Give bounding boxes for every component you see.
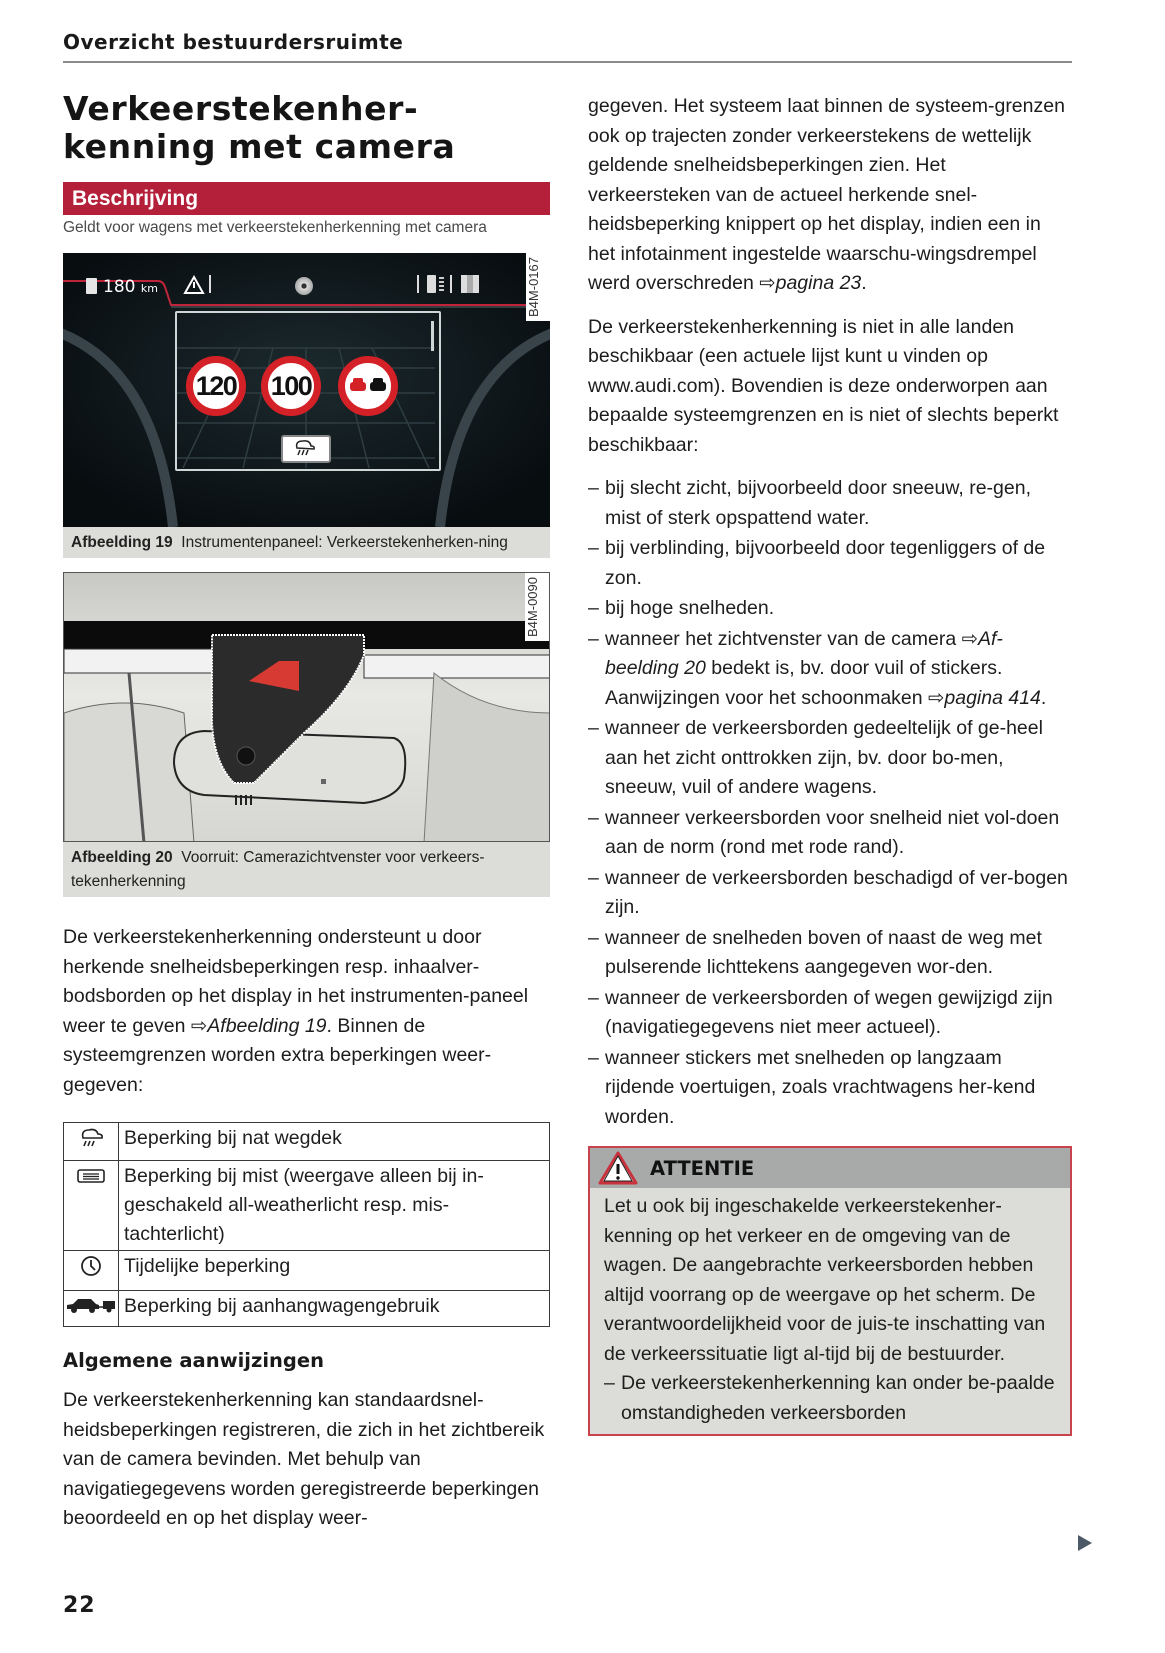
running-head: Overzicht bestuurdersruimte bbox=[63, 30, 1072, 63]
table-row bbox=[64, 1251, 550, 1291]
media-disc-icon bbox=[295, 277, 313, 295]
page-414-link[interactable]: pagina 414 bbox=[944, 686, 1041, 709]
rain-cloud-icon bbox=[78, 1126, 104, 1148]
list-item-text: wanneer de snelheden boven of naast de weg met pulserende lichttekens aangegeven wor-den. bbox=[605, 926, 1042, 978]
symbol-description: Beperking bij mist (weergave alleen bij in-geschakeld all-weatherlicht resp. mis-tachterlicht) bbox=[119, 1161, 550, 1251]
list-item bbox=[588, 984, 1072, 1043]
car-trailer-icon bbox=[65, 1296, 117, 1314]
range-readout bbox=[103, 277, 158, 297]
restriction-symbols-table bbox=[63, 1122, 550, 1327]
list-item bbox=[588, 804, 1072, 863]
title-line-1: Verkeerstekenher- bbox=[63, 89, 419, 128]
figure-id-label: B4M-0090 bbox=[525, 573, 549, 641]
figure-20 bbox=[63, 572, 550, 897]
left-column bbox=[63, 90, 550, 1534]
right-column bbox=[588, 92, 1072, 1436]
warning-triangle-icon bbox=[598, 1151, 638, 1185]
reference-arrow-icon: ⇨ bbox=[928, 686, 945, 709]
bullet-dash: – bbox=[588, 597, 599, 619]
bullet-dash: – bbox=[588, 477, 599, 499]
separator bbox=[209, 275, 211, 293]
list-item-text: bij hoge snelheden. bbox=[605, 597, 775, 619]
list-item-text: . bbox=[1040, 686, 1047, 709]
windshield-illustration bbox=[64, 573, 550, 842]
figure-20-caption bbox=[63, 842, 550, 897]
availability-paragraph: De verkeerstekenherkenning is niet in alle landen beschikbaar (een actuele lijst kunt u vinden op www.audi.com). Bovendien is deze onderworpen aan bepaalde systeemgrenzen en is niet of slechts beperkt beschikbaar: bbox=[588, 315, 1059, 456]
windshield-camera-image bbox=[63, 572, 550, 842]
bullet-dash: – bbox=[604, 1372, 615, 1394]
bullet-dash: – bbox=[588, 986, 599, 1009]
list-item-text: bij verblinding, bijvoorbeeld door tegenliggers of de zon. bbox=[605, 537, 1046, 589]
wet-road-badge bbox=[281, 435, 331, 463]
paragraph-text-end: . bbox=[861, 272, 867, 294]
figure-label: Afbeelding 20 bbox=[71, 849, 173, 866]
table-row bbox=[64, 1161, 550, 1251]
list-item-text: wanneer de verkeersborden gedeeltelijk of ge-heel aan het zicht onttrokken zijn, bv. door bo-men, sneeuw, vuil of andere wagens. bbox=[605, 717, 1043, 798]
warning-body bbox=[590, 1188, 1070, 1434]
warning-bullet bbox=[604, 1369, 1060, 1428]
warning-text: Let u ook bij ingeschakelde verkeerstekenher-kenning op het verkeer en de omgeving van de wagen. De aangebrachte verkeersborden hebben altijd voorrang op de weergave op het scherm. De verantwoordelijkheid voor de juis-te inschatting van de verkeerssituatie ligt al-tijd bij de bestuurder. bbox=[604, 1195, 1046, 1365]
fog-icon bbox=[77, 1168, 105, 1184]
figure-caption-text: Voorruit: Camerazichtvenster voor verkeers-tekenherkenning bbox=[71, 849, 485, 890]
intro-text: De verkeerstekenherkenning ondersteunt u door herkende snelheidsbeperkingen resp. inhaalver-bodsborden op het display in het instrumenten-paneel weer te geven bbox=[63, 926, 529, 1037]
list-item bbox=[588, 594, 1072, 624]
table-row bbox=[64, 1291, 550, 1327]
reference-arrow-icon: ⇨ bbox=[190, 1014, 208, 1037]
symbol-cell bbox=[64, 1161, 119, 1251]
symbol-cell bbox=[64, 1123, 119, 1161]
table-row bbox=[64, 1123, 550, 1161]
phone-signal-icon bbox=[427, 275, 436, 293]
list-item bbox=[588, 625, 1072, 714]
general-notes-heading: Algemene aanwijzingen bbox=[63, 1349, 324, 1372]
fuel-pump-icon bbox=[86, 278, 97, 294]
symbol-description: Tijdelijke beperking bbox=[119, 1251, 550, 1291]
bullet-dash: – bbox=[588, 866, 599, 889]
figure-20-link[interactable]: Af-beelding 20 bbox=[605, 627, 1003, 679]
symbol-description: Beperking bij aanhangwagengebruik bbox=[119, 1291, 550, 1327]
warning-triangle-icon bbox=[183, 275, 205, 295]
separator bbox=[417, 275, 419, 293]
list-item bbox=[588, 864, 1072, 923]
figure-19-link[interactable]: Afbeelding 19 bbox=[207, 1014, 327, 1037]
warning-title: ATTENTIE bbox=[650, 1156, 755, 1180]
rain-cloud-icon bbox=[283, 437, 325, 457]
page-title bbox=[63, 90, 550, 166]
intro-text-end: . Binnen de systeemgrenzen worden extra beperkingen weer-gegeven: bbox=[63, 1014, 492, 1096]
separator bbox=[450, 275, 452, 293]
bullet-dash: – bbox=[588, 537, 599, 559]
list-item-text: bij slecht zicht, bijvoorbeeld door sneeuw, re-gen, mist of sterk opspattend water. bbox=[605, 477, 1031, 529]
reference-arrow-icon: ⇨ bbox=[961, 627, 978, 650]
system-limits-list bbox=[588, 474, 1072, 1132]
figure-id-label: B4M-0167 bbox=[526, 253, 550, 321]
bullet-dash: – bbox=[588, 926, 599, 949]
warning-bullet-text: De verkeerstekenherkenning kan onder be-paalde omstandigheden verkeersborden bbox=[621, 1372, 1055, 1424]
bullet-dash: – bbox=[588, 717, 599, 739]
overtaking-cars-icon bbox=[348, 376, 388, 396]
speed-limit-sign-120: 120 bbox=[186, 356, 246, 416]
bullet-dash: – bbox=[588, 1046, 599, 1069]
figure-caption-text: Instrumentenpaneel: Verkeerstekenherken-ning bbox=[181, 534, 508, 551]
list-item bbox=[588, 474, 1072, 533]
list-item bbox=[588, 534, 1072, 593]
list-item-text: wanneer stickers met snelheden op langzaam rijdende voertuigen, zoals vrachtwagens her-kend worden. bbox=[605, 1046, 1036, 1128]
symbol-cell bbox=[64, 1251, 119, 1291]
general-notes-paragraph: De verkeerstekenherkenning kan standaardsnel-heidsbeperkingen registreren, die zich in het zichtbereik van de camera bevinden. Met behulp van navigatiegegevens worden geregistreerde beperkingen beoordeeld en op het display weer- bbox=[63, 1389, 545, 1529]
bullet-dash: – bbox=[588, 806, 599, 829]
list-item-text: wanneer het zichtvenster van de camera bbox=[605, 627, 962, 650]
warning-box bbox=[588, 1146, 1072, 1436]
map-icon bbox=[461, 275, 479, 293]
page-number: 22 bbox=[63, 1593, 96, 1618]
symbol-cell bbox=[64, 1291, 119, 1327]
speed-limit-sign-100: 100 bbox=[261, 356, 321, 416]
instrument-panel-image bbox=[63, 253, 550, 527]
intro-paragraph bbox=[63, 923, 550, 1100]
figure-19 bbox=[63, 253, 550, 558]
warning-header bbox=[590, 1148, 1070, 1188]
continued-arrow-icon bbox=[1078, 1535, 1092, 1551]
section-heading: Beschrijving bbox=[63, 182, 550, 215]
range-value: 180 bbox=[103, 277, 136, 297]
figure-19-caption bbox=[63, 527, 550, 558]
no-overtaking-sign bbox=[338, 356, 398, 416]
clock-icon bbox=[79, 1254, 103, 1278]
list-item bbox=[588, 714, 1072, 803]
continued-paragraph bbox=[588, 92, 1072, 299]
page-23-link[interactable]: pagina 23 bbox=[775, 272, 862, 294]
reference-arrow-icon: ⇨ bbox=[759, 272, 776, 294]
list-item-text: wanneer verkeersborden voor snelheid niet vol-doen aan de norm (rond met rode rand). bbox=[605, 806, 1060, 858]
figure-label: Afbeelding 19 bbox=[71, 534, 173, 551]
list-item bbox=[588, 1044, 1072, 1133]
list-item-text: wanneer de verkeersborden of wegen gewijzigd zijn (navigatiegegevens niet meer actueel). bbox=[605, 986, 1053, 1038]
range-unit: km bbox=[140, 282, 158, 295]
applies-to-note: Geldt voor wagens met verkeerstekenherkenning met camera bbox=[63, 219, 487, 236]
list-item-text: wanneer de verkeersborden beschadigd of ver-bogen zijn. bbox=[605, 866, 1068, 918]
title-line-2: kenning met camera bbox=[63, 127, 456, 166]
list-item bbox=[588, 924, 1072, 983]
list-item-text: bedekt is, bv. door vuil of stickers. Aanwijzingen voor het schoonmaken bbox=[605, 657, 1003, 709]
signal-bars-icon bbox=[439, 277, 444, 291]
symbol-description: Beperking bij nat wegdek bbox=[119, 1123, 550, 1161]
bullet-dash: – bbox=[588, 627, 599, 650]
paragraph-text: gegeven. Het systeem laat binnen de systeem-grenzen ook op trajecten zonder verkeerstekens de wettelijk geldende snelheidsbeperkingen zien. Het verkeersteken van de actueel herkende snel-heidsbeperking knippert op het display, indien een in het infotainment ingestelde waarschu-wingsdrempel werd overschreden bbox=[588, 95, 1065, 294]
